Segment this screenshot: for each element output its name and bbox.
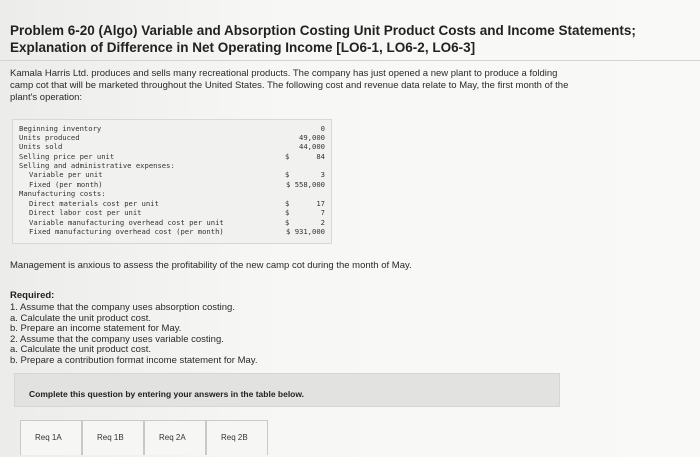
data-label: Manufacturing costs: — [19, 189, 106, 198]
data-row-sga-heading — [13, 161, 331, 170]
data-label: Direct materials cost per unit — [29, 199, 159, 208]
required-item: 1. Assume that the company uses absorption costing. — [10, 302, 235, 313]
data-row-direct-labor — [13, 208, 331, 217]
data-value: 17 — [316, 199, 325, 208]
intro-paragraph — [10, 68, 630, 104]
data-value: 0 — [320, 124, 325, 133]
data-row-manufacturing-heading — [13, 189, 331, 198]
data-label: Fixed manufacturing overhead cost (per month) — [29, 227, 224, 236]
data-row-variable-overhead — [13, 218, 331, 227]
tab-req-1b[interactable] — [82, 420, 144, 455]
data-row-units-produced — [13, 133, 331, 142]
data-label: Direct labor cost per unit — [29, 208, 142, 217]
data-row-selling-price — [13, 152, 331, 161]
tab-req-2b[interactable] — [206, 420, 268, 455]
data-symbol: $ — [285, 170, 290, 179]
data-label: Units produced — [19, 133, 80, 142]
tab-label: Req 1B — [97, 433, 124, 442]
data-row-variable-per-unit — [13, 170, 331, 179]
title-line-1: Problem 6-20 (Algo) Variable and Absorption Costing Unit Product Costs and Income Statements; — [10, 23, 636, 38]
data-value: 7 — [320, 208, 325, 217]
data-symbol: $ — [285, 208, 290, 217]
data-value: $ 931,000 — [286, 227, 325, 236]
tab-label: Req 2A — [159, 433, 186, 442]
data-row-fixed-per-month — [13, 180, 331, 189]
data-label: Units sold — [19, 142, 63, 151]
data-symbol: $ — [285, 218, 290, 227]
required-item: a. Calculate the unit product cost. — [10, 344, 151, 355]
data-label: Fixed (per month) — [29, 180, 103, 189]
data-value: $ 558,000 — [286, 180, 325, 189]
tab-req-2a[interactable] — [144, 420, 206, 455]
intro-line-2: camp cot that will be marketed throughout the United States. The following cost and revenue data relate to May, the first month of the — [10, 80, 569, 91]
data-value: 84 — [316, 152, 325, 161]
title-divider — [0, 60, 700, 61]
data-value: 3 — [320, 170, 325, 179]
required-item: 2. Assume that the company uses variable costing. — [10, 333, 224, 345]
instruction-text: Complete this question by entering your answers in the table below. — [29, 389, 305, 399]
data-label: Beginning inventory — [19, 124, 102, 133]
data-label: Selling and administrative expenses: — [19, 161, 175, 170]
title-line-2: Explanation of Difference in Net Operating Income [LO6-1, LO6-2, LO6-3] — [10, 40, 476, 55]
data-value: 2 — [320, 218, 325, 227]
required-list — [10, 303, 410, 366]
required-item: b. Prepare a contribution format income statement for May. — [10, 354, 258, 366]
data-row-fixed-overhead — [13, 227, 331, 236]
required-item: b. Prepare an income statement for May. — [10, 323, 182, 334]
required-heading: Required: — [10, 290, 55, 301]
intro-line-3: plant's operation: — [10, 92, 83, 103]
data-row-units-sold — [13, 142, 331, 151]
data-value: 49,000 — [299, 133, 325, 142]
data-label: Selling price per unit — [19, 152, 115, 161]
requirement-tabs — [20, 420, 560, 456]
data-symbol: $ — [285, 199, 290, 208]
tab-label: Req 1A — [35, 433, 62, 442]
data-label: Variable manufacturing overhead cost per unit — [29, 218, 224, 227]
data-symbol: $ — [285, 152, 290, 161]
data-row-direct-materials — [13, 199, 331, 208]
management-statement: Management is anxious to assess the profitability of the new camp cot during the month of May. — [10, 260, 412, 271]
required-item: a. Calculate the unit product cost. — [10, 312, 151, 324]
tab-label: Req 2B — [221, 433, 248, 442]
intro-line-1: Kamala Harris Ltd. produces and sells many recreational products. The company has just opened a new plant to produce a folding — [10, 68, 558, 79]
data-value: 44,000 — [299, 142, 325, 151]
problem-title — [10, 22, 670, 56]
tab-req-1a[interactable] — [20, 420, 82, 455]
instruction-banner — [14, 373, 560, 407]
data-row-beginning-inventory — [13, 124, 331, 133]
cost-data-table — [12, 119, 332, 244]
data-label: Variable per unit — [29, 170, 103, 179]
